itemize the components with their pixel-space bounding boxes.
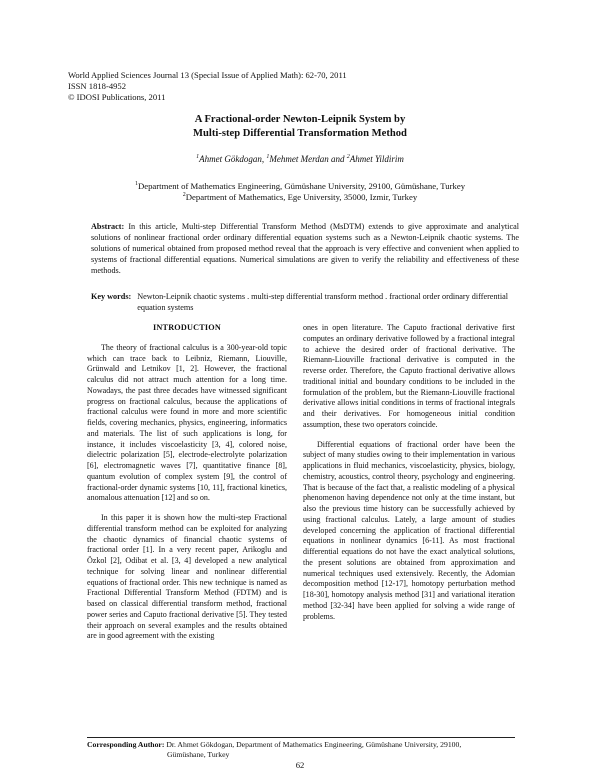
- section-heading-introduction: INTRODUCTION: [153, 323, 221, 332]
- journal-header: [68, 70, 347, 104]
- title-line-1: A Fractional-order Newton-Leipnik System by: [194, 114, 406, 125]
- affiliation-2-text: Department of Mathematics, Ege University, 35000, Izmir, Turkey: [185, 192, 418, 203]
- corresponding-author-text-cont: Gümüshane, Turkey: [167, 750, 230, 760]
- page-number: 62: [295, 760, 305, 770]
- corresponding-author-note: [87, 740, 515, 761]
- corresponding-author-label: Corresponding Author:: [87, 740, 165, 749]
- affiliation-1-text: Department of Mathematics Engineering, Gümüshane University, 29100, Gümüshane, Turkey: [137, 181, 466, 191]
- author-3-affil-mark: 2: [346, 154, 350, 160]
- keywords: [91, 292, 519, 314]
- keywords-text: Newton-Leipnik chaotic systems . multi-step differential transform method . fractional order ordinary differential equation systems: [137, 292, 508, 312]
- author-2-affil-mark: 1: [266, 154, 270, 160]
- body-paragraph: Differential equations of fractional order have been the subject of many studies owing to their implementation in various applications in fluid mechanics, viscoelasticity, physics, biology, chemistry, acoustics, control theory, psychology and engineering. That is because of the fact that, a realistic modeling of a physical phenomenon having dependence not only at the time instant, but also the previous time history can be successfully achieved by using fractional calculus. Lately, a large amount of studies developed concerning the application of fractional differential equations in nonlinear dynamics [6-11]. As most fractional differential equations do not have the exact analytical solutions, the present solutions are obtained from approximation and numerical techniques used extensively. Recently, the Adomian decomposition method [12-17], homotopy perturbation method [18-30], homotopy analysis method [31] and variational iteration method [32-34] have been applied for solving a wide range of problems.: [303, 439, 515, 621]
- author-1: Ahmet Gökdogan,: [199, 154, 265, 164]
- journal-citation: World Applied Sciences Journal 13 (Special Issue of Applied Math): 62-70, 2011: [68, 70, 347, 80]
- footnote-divider: [87, 737, 515, 738]
- abstract: [91, 222, 519, 277]
- affiliation-1-mark: 1: [134, 181, 138, 188]
- affiliation-1: [0, 181, 600, 192]
- journal-copyright: © IDOSI Publications, 2011: [68, 92, 166, 103]
- title-line-2: Multi-step Differential Transformation Method: [193, 128, 407, 139]
- affiliation-2-mark: 2: [182, 192, 186, 199]
- affiliations: [0, 181, 600, 204]
- corresponding-author-text: Dr. Ahmet Gökdogan, Department of Mathematics Engineering, Gümüshane University, 29100,: [166, 740, 462, 749]
- author-2: Mehmet Merdan and: [269, 154, 345, 164]
- abstract-text: In this article, Multi-step Differential Transform Method (MsDTM) extends to give approximate and analytical solutions of nonlinear fractional order ordinary differential equation systems such as a Newton-Leipnik chaotic systems. The solutions of numerical obtained from proposed method reveal that the approach is very effective and convenient when applied to systems of fractional differential equations. Numerical simulations are given to verify the reliability and effectiveness of these methods.: [91, 222, 519, 275]
- journal-issn: ISSN 1818-4952: [68, 81, 127, 92]
- affiliation-2: [0, 192, 600, 203]
- body-paragraph: ones in open literature. The Caputo fractional derivative first computes an ordinary derivative followed by a fractional integral to achieve the desired order of fractional derivative. The Riemann-Liouville fractional derivative is computed in the reverse order. Therefore, the Caputo fractional derivative allows traditional initial and boundary conditions to be included in the formulation of the problem, but the Riemann-Liouville fractional derivative allows initial conditions in terms of fractional integrals and their derivatives. For homogeneous initial condition assumption, these two operators coincide.: [303, 323, 515, 429]
- keywords-label: Key words:: [91, 292, 132, 301]
- body-column-left: [87, 323, 287, 642]
- author-list: [0, 153, 600, 165]
- abstract-label: Abstract:: [91, 222, 125, 231]
- paper-title: [0, 113, 600, 141]
- body-paragraph: The theory of fractional calculus is a 300-year-old topic which can trace back to Leibniz, Riemann, Liouville, Grünwald and Letnikov [1, 2]. However, the fractional calculus did not attract much attention for a long time. Nowadays, the past three decades have witnessed significant progress on fractional calculus, because the applications of fractional calculus were found in more and more scientific fields, covering mechanics, physics, engineering, informatics and materials. The list of such applications is long, for instance, it includes viscoelasticity [3, 4], colored noise, dielectric polarization [5], electrode-electrolyte polarization [6], electromagnetic waves [7], quantitative finance [8], quantum evolution of complex system [9], the control of fractional-order dynamic systems [10, 11], fractional kinetics, anomalous attenuation [12] and so on.: [87, 342, 287, 503]
- author-3: Ahmet Yildirim: [349, 154, 404, 164]
- body-paragraph: In this paper it is shown how the multi-step Fractional differential transform method can be exploited for analyzing the chaotic dynamics of financial chaotic systems of fractional order [1]. In a very recent paper, Arikoglu and Özkol [2], Odibat et al. [3, 4] developed a new analytical technique for solving linear and nonlinear differential equations of fractional order. This new technique is named as Fractional Differential Transform Method (FDTM) and is based on classical differential transform method, fractional power series and Caputo fractional derivative [5]. They tested their approach on several examples and the results obtained are in good agreement with the existing: [87, 513, 287, 641]
- body-column-right: [303, 323, 515, 622]
- author-1-affil-mark: 1: [196, 154, 200, 160]
